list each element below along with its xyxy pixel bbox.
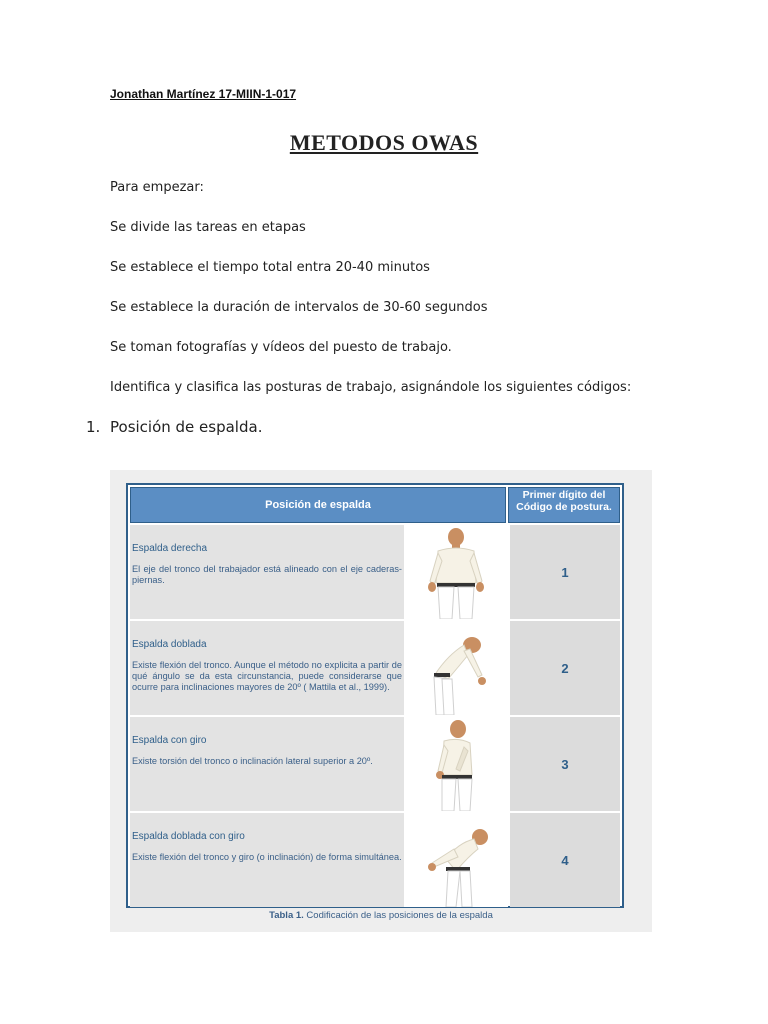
bent-worker-figure-icon (404, 621, 508, 715)
row-text-cell (130, 717, 404, 811)
upright-worker-figure-icon (404, 525, 508, 619)
row-title: Espalda con giro (132, 735, 207, 746)
paragraph-step-3: Se establece la duración de intervalos de 30-60 segundos (110, 300, 488, 315)
list-item (86, 418, 262, 436)
list-number: 1. (86, 418, 101, 436)
header-primer-digito: Primer dígito del Código de postura. (508, 487, 620, 523)
paragraph-step-5: Identifica y clasifica las posturas de trabajo, asignándole los siguientes códigos: (110, 380, 632, 395)
paragraph-step-1: Se divide las tareas en etapas (110, 220, 306, 235)
row-title: Espalda doblada con giro (132, 831, 245, 842)
paragraph-intro: Para empezar: (110, 180, 204, 195)
row-description: El eje del tronco del trabajador está alineado con el eje caderas-piernas. (132, 564, 402, 585)
author-line: Jonathan Martínez 17-MIIN-1-017 (110, 87, 297, 101)
list-label: Posición de espalda. (110, 418, 263, 436)
header-posicion: Posición de espalda (130, 487, 506, 523)
paragraph-step-2: Se establece el tiempo total entra 20-40 minutos (110, 260, 430, 275)
table-row (130, 621, 620, 715)
row-code: 1 (510, 525, 620, 619)
row-code: 4 (510, 813, 620, 907)
table-caption (110, 910, 652, 921)
table-header (130, 487, 620, 523)
row-title: Espalda derecha (132, 543, 208, 554)
twisted-worker-figure-icon (404, 717, 508, 811)
caption-text: Codificación de las posiciones de la espalda (303, 910, 493, 921)
table-row (130, 717, 620, 811)
caption-label: Tabla 1. (269, 910, 304, 921)
row-text-cell (130, 621, 404, 715)
row-description: Existe flexión del tronco y giro (o inclinación) de forma simultánea. (132, 852, 402, 862)
row-code: 2 (510, 621, 620, 715)
row-description: Existe torsión del tronco o inclinación lateral superior a 20º. (132, 756, 373, 766)
table-row (130, 813, 620, 907)
row-text-cell (130, 525, 404, 619)
row-text-cell (130, 813, 404, 907)
posture-table (126, 483, 624, 908)
paragraph-step-4: Se toman fotografías y vídeos del puesto de trabajo. (110, 340, 452, 355)
table-row (130, 525, 620, 619)
row-title: Espalda doblada (132, 639, 207, 650)
row-description: Existe flexión del tronco. Aunque el método no explicita a partir de qué ángulo se da esta circunstancia, puede considerarse que ocurre para inclinaciones mayores de 20º ( Mattila et al., 1999). (132, 660, 402, 692)
row-code: 3 (510, 717, 620, 811)
page-title: METODOS OWAS (289, 130, 479, 155)
posture-table-figure (110, 470, 652, 932)
bent-twisted-worker-figure-icon (404, 813, 508, 907)
